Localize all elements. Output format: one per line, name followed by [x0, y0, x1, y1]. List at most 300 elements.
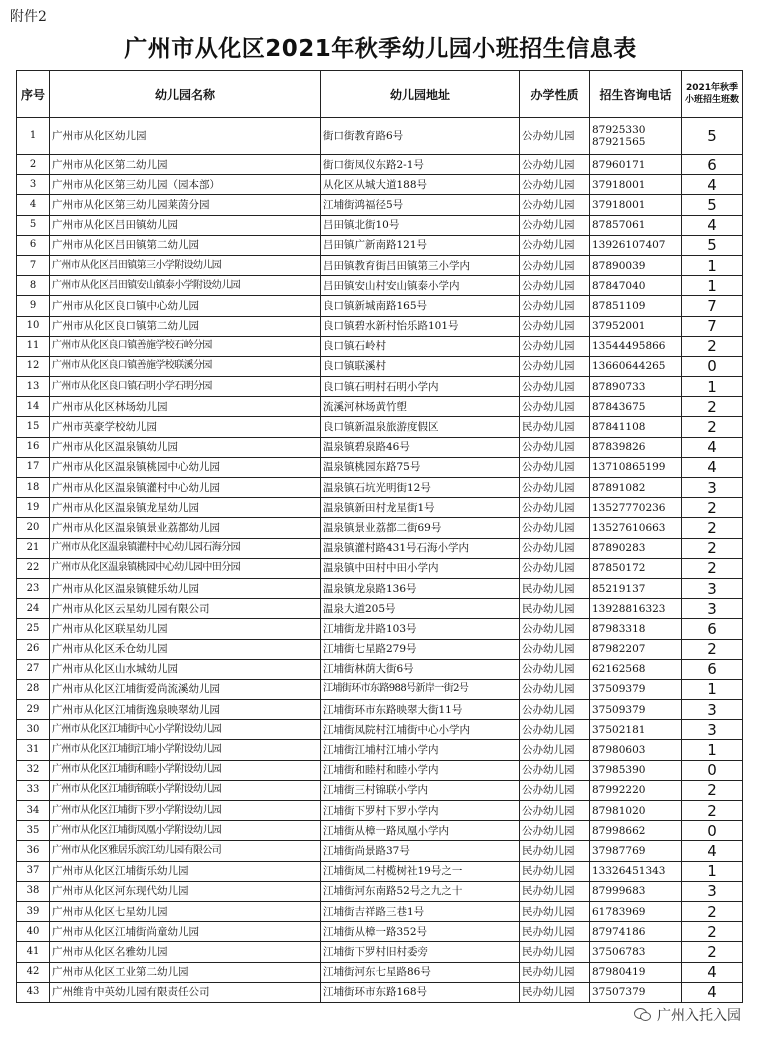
- row-type: 公办幼儿园: [520, 498, 590, 518]
- table-row: [17, 518, 743, 538]
- table-row: [17, 558, 743, 578]
- row-name: 广州市从化区山水城幼儿园: [50, 659, 321, 679]
- table-row: [17, 215, 743, 235]
- table-row: [17, 901, 743, 921]
- table-row: [17, 922, 743, 942]
- row-address: 良口镇石岭村: [321, 336, 520, 356]
- row-phone: 87857061: [590, 215, 682, 235]
- table-row: [17, 538, 743, 558]
- row-phone: 85219137: [590, 578, 682, 598]
- row-type: 民办幼儿园: [520, 982, 590, 1002]
- row-phone: 13926107407: [590, 235, 682, 255]
- row-type: 公办幼儿园: [520, 801, 590, 821]
- row-type: 公办幼儿园: [520, 437, 590, 457]
- row-count: 4: [682, 982, 743, 1002]
- table-row: [17, 942, 743, 962]
- table-row: [17, 478, 743, 498]
- row-name: 广州市从化区名雅幼儿园: [50, 942, 321, 962]
- row-phone: 37509379: [590, 679, 682, 699]
- row-phone: 87999683: [590, 881, 682, 901]
- row-seq: 30: [17, 720, 50, 740]
- row-seq: 14: [17, 397, 50, 417]
- row-seq: 10: [17, 316, 50, 336]
- row-phone: 13544495866: [590, 336, 682, 356]
- row-address: 江埔街河东七星路86号: [321, 962, 520, 982]
- table-row: [17, 457, 743, 477]
- table-header-row: [17, 71, 743, 118]
- header-name: 幼儿园名称: [50, 71, 321, 118]
- row-count: 4: [682, 175, 743, 195]
- row-address: 温泉镇灌村路431号石海小学内: [321, 538, 520, 558]
- row-name: 广州市从化区江埔街爱尚流溪幼儿园: [50, 679, 321, 699]
- row-type: 公办幼儿园: [520, 720, 590, 740]
- row-address: 江埔街环市东路映翠大街11号: [321, 700, 520, 720]
- row-count: 2: [682, 780, 743, 800]
- row-name: 广州市从化区良口镇中心幼儿园: [50, 296, 321, 316]
- row-seq: 27: [17, 659, 50, 679]
- row-phone: 62162568: [590, 659, 682, 679]
- table-row: [17, 599, 743, 619]
- row-address: 江埔街环市东路988号新岸一街2号: [321, 679, 520, 699]
- row-phone: 13326451343: [590, 861, 682, 881]
- row-count: 2: [682, 801, 743, 821]
- row-address: 江埔街龙井路103号: [321, 619, 520, 639]
- row-phone: 87960171: [590, 155, 682, 175]
- row-phone: 87992220: [590, 780, 682, 800]
- row-type: 公办幼儿园: [520, 760, 590, 780]
- header-count: 2021年秋季小班招生班数: [682, 71, 743, 118]
- row-phone: 87850172: [590, 558, 682, 578]
- row-seq: 17: [17, 457, 50, 477]
- row-count: 2: [682, 639, 743, 659]
- row-phone: 87847040: [590, 276, 682, 296]
- row-name: 广州市从化区联星幼儿园: [50, 619, 321, 639]
- row-type: 公办幼儿园: [520, 356, 590, 376]
- row-type: 公办幼儿园: [520, 195, 590, 215]
- table-row: [17, 437, 743, 457]
- row-name: 广州市从化区温泉镇景业荔都幼儿园: [50, 518, 321, 538]
- row-count: 2: [682, 417, 743, 437]
- row-count: 1: [682, 255, 743, 275]
- row-name: 广州市从化区江埔街逸泉映翠幼儿园: [50, 700, 321, 720]
- row-count: 0: [682, 760, 743, 780]
- row-phone: 87981020: [590, 801, 682, 821]
- row-count: 2: [682, 538, 743, 558]
- row-type: 民办幼儿园: [520, 922, 590, 942]
- row-count: 3: [682, 478, 743, 498]
- row-phone: 37987769: [590, 841, 682, 861]
- row-seq: 26: [17, 639, 50, 659]
- row-count: 4: [682, 457, 743, 477]
- row-type: 公办幼儿园: [520, 659, 590, 679]
- row-address: 温泉镇石坑光明街12号: [321, 478, 520, 498]
- page-title: 广州市从化区2021年秋季幼儿园小班招生信息表: [124, 36, 637, 62]
- row-type: 公办幼儿园: [520, 155, 590, 175]
- header-address: 幼儿园地址: [321, 71, 520, 118]
- row-count: 1: [682, 740, 743, 760]
- row-phone: 87839826: [590, 437, 682, 457]
- table-row: [17, 255, 743, 275]
- row-type: 公办幼儿园: [520, 679, 590, 699]
- row-count: 7: [682, 296, 743, 316]
- row-address: 温泉镇景业荔都二街69号: [321, 518, 520, 538]
- row-seq: 43: [17, 982, 50, 1002]
- table-row: [17, 659, 743, 679]
- row-seq: 29: [17, 700, 50, 720]
- row-type: 公办幼儿园: [520, 558, 590, 578]
- row-count: 5: [682, 235, 743, 255]
- row-count: 6: [682, 155, 743, 175]
- row-name: 广州市从化区温泉镇幼儿园: [50, 437, 321, 457]
- row-seq: 36: [17, 841, 50, 861]
- row-name: 广州市从化区林场幼儿园: [50, 397, 321, 417]
- row-name: 广州市从化区第三幼儿园（园本部）: [50, 175, 321, 195]
- table-row: [17, 619, 743, 639]
- row-count: 1: [682, 377, 743, 397]
- row-name: 广州市从化区禾仓幼儿园: [50, 639, 321, 659]
- row-type: 公办幼儿园: [520, 175, 590, 195]
- row-seq: 37: [17, 861, 50, 881]
- row-count: 3: [682, 881, 743, 901]
- row-seq: 18: [17, 478, 50, 498]
- row-name: 广州市从化区温泉镇桃园中心幼儿园: [50, 457, 321, 477]
- row-type: 公办幼儿园: [520, 276, 590, 296]
- row-type: 公办幼儿园: [520, 700, 590, 720]
- row-seq: 33: [17, 780, 50, 800]
- row-phone: 87998662: [590, 821, 682, 841]
- row-seq: 25: [17, 619, 50, 639]
- row-name: 广州市从化区雅居乐滨江幼儿园有限公司: [50, 841, 321, 861]
- row-address: 流溪河林场黄竹塱: [321, 397, 520, 417]
- row-phone: 87980419: [590, 962, 682, 982]
- row-name: 广州市从化区河东现代幼儿园: [50, 881, 321, 901]
- row-name: 广州市从化区温泉镇灌村中心幼儿园: [50, 478, 321, 498]
- table-row: [17, 377, 743, 397]
- row-name: 广州市英豪学校幼儿园: [50, 417, 321, 437]
- row-seq: 31: [17, 740, 50, 760]
- row-phone: 87891082: [590, 478, 682, 498]
- table-row: [17, 841, 743, 861]
- row-name: 广州市从化区七星幼儿园: [50, 901, 321, 921]
- row-address: 良口镇联溪村: [321, 356, 520, 376]
- row-name: 广州市从化区良口镇善施学校联溪分园: [50, 356, 321, 376]
- row-count: 2: [682, 498, 743, 518]
- row-phone: 37918001: [590, 195, 682, 215]
- row-seq: 11: [17, 336, 50, 356]
- row-name: 广州市从化区云星幼儿园有限公司: [50, 599, 321, 619]
- row-phone: 87983318: [590, 619, 682, 639]
- table-row: [17, 235, 743, 255]
- wechat-icon: [634, 1008, 652, 1022]
- row-address: 江埔街下罗村下罗小学内: [321, 801, 520, 821]
- row-address: 江埔街环市东路168号: [321, 982, 520, 1002]
- row-seq: 15: [17, 417, 50, 437]
- row-phone: 13660644265: [590, 356, 682, 376]
- row-count: 6: [682, 619, 743, 639]
- row-type: 公办幼儿园: [520, 780, 590, 800]
- header-phone: 招生咨询电话: [590, 71, 682, 118]
- row-name: 广州市从化区温泉镇灌村中心幼儿园石海分园: [50, 538, 321, 558]
- row-count: 2: [682, 336, 743, 356]
- row-name: 广州市从化区温泉镇桃园中心幼儿园中田分园: [50, 558, 321, 578]
- row-phone: 13710865199: [590, 457, 682, 477]
- row-name: 广州市从化区工业第二幼儿园: [50, 962, 321, 982]
- row-phone: 87851109: [590, 296, 682, 316]
- row-type: 民办幼儿园: [520, 881, 590, 901]
- row-count: 2: [682, 397, 743, 417]
- row-name: 广州市从化区良口镇善施学校石岭分园: [50, 336, 321, 356]
- row-address: 江埔街下罗村旧村委旁: [321, 942, 520, 962]
- row-type: 公办幼儿园: [520, 457, 590, 477]
- row-phone: 87841108: [590, 417, 682, 437]
- row-address: 江埔街林荫大街6号: [321, 659, 520, 679]
- row-seq: 13: [17, 377, 50, 397]
- row-seq: 4: [17, 195, 50, 215]
- header-type: 办学性质: [520, 71, 590, 118]
- row-count: 1: [682, 861, 743, 881]
- row-type: 公办幼儿园: [520, 538, 590, 558]
- row-type: 公办幼儿园: [520, 397, 590, 417]
- row-address: 街口街教育路6号: [321, 118, 520, 155]
- table-row: [17, 336, 743, 356]
- row-name: 广州市从化区良口镇第二幼儿园: [50, 316, 321, 336]
- row-address: 江埔街凤二村榄树社19号之一: [321, 861, 520, 881]
- row-phone: 37985390: [590, 760, 682, 780]
- row-name: 广州市从化区温泉镇健乐幼儿园: [50, 578, 321, 598]
- row-address: 良口镇石明村石明小学内: [321, 377, 520, 397]
- row-type: 公办幼儿园: [520, 619, 590, 639]
- table-row: [17, 881, 743, 901]
- row-phone: 87890733: [590, 377, 682, 397]
- row-seq: 12: [17, 356, 50, 376]
- row-name: 广州市从化区良口镇石明小学石明分园: [50, 377, 321, 397]
- row-phone: 87890283: [590, 538, 682, 558]
- row-count: 2: [682, 558, 743, 578]
- row-address: 吕田镇广新南路121号: [321, 235, 520, 255]
- row-count: 5: [682, 195, 743, 215]
- table-row: [17, 316, 743, 336]
- row-address: 温泉大道205号: [321, 599, 520, 619]
- row-count: 1: [682, 276, 743, 296]
- row-type: 民办幼儿园: [520, 861, 590, 881]
- table-row: [17, 356, 743, 376]
- row-type: 民办幼儿园: [520, 599, 590, 619]
- row-type: 公办幼儿园: [520, 118, 590, 155]
- row-count: 7: [682, 316, 743, 336]
- row-phone: 13527610663: [590, 518, 682, 538]
- row-phone: 37502181: [590, 720, 682, 740]
- row-seq: 2: [17, 155, 50, 175]
- table-row: [17, 155, 743, 175]
- row-address: 温泉镇碧泉路46号: [321, 437, 520, 457]
- table-row: [17, 801, 743, 821]
- row-type: 民办幼儿园: [520, 962, 590, 982]
- row-count: 4: [682, 962, 743, 982]
- row-address: 江埔街凤院村江埔街中心小学内: [321, 720, 520, 740]
- row-count: 5: [682, 118, 743, 155]
- row-count: 0: [682, 821, 743, 841]
- row-address: 江埔街鸿福径5号: [321, 195, 520, 215]
- row-phone: 87843675: [590, 397, 682, 417]
- table-row: [17, 821, 743, 841]
- table-row: [17, 720, 743, 740]
- row-phone: 87980603: [590, 740, 682, 760]
- row-name: 广州市从化区吕田镇安山镇泰小学附设幼儿园: [50, 276, 321, 296]
- table-row: [17, 679, 743, 699]
- row-phone: 37507379: [590, 982, 682, 1002]
- row-count: 2: [682, 942, 743, 962]
- table-row: [17, 417, 743, 437]
- row-phone: 37509379: [590, 700, 682, 720]
- row-address: 江埔街三村锦联小学内: [321, 780, 520, 800]
- row-seq: 7: [17, 255, 50, 275]
- table-row: [17, 760, 743, 780]
- row-address: 温泉镇桃园东路75号: [321, 457, 520, 477]
- row-name: 广州市从化区江埔街下罗小学附设幼儿园: [50, 801, 321, 821]
- row-address: 温泉镇中田村中田小学内: [321, 558, 520, 578]
- row-seq: 28: [17, 679, 50, 699]
- row-seq: 40: [17, 922, 50, 942]
- row-phone: 37506783: [590, 942, 682, 962]
- row-phone: 87890039: [590, 255, 682, 275]
- row-count: 0: [682, 356, 743, 376]
- row-type: 公办幼儿园: [520, 740, 590, 760]
- row-count: 3: [682, 578, 743, 598]
- row-count: 2: [682, 922, 743, 942]
- table-row: [17, 639, 743, 659]
- row-type: 公办幼儿园: [520, 639, 590, 659]
- row-name: 广州维肯中英幼儿园有限责任公司: [50, 982, 321, 1002]
- row-type: 公办幼儿园: [520, 255, 590, 275]
- table-row: [17, 296, 743, 316]
- row-count: 6: [682, 659, 743, 679]
- kindergarten-table: [16, 70, 743, 1003]
- row-name: 广州市从化区吕田镇幼儿园: [50, 215, 321, 235]
- row-phone: 37952001: [590, 316, 682, 336]
- row-seq: 1: [17, 118, 50, 155]
- row-name: 广州市从化区第二幼儿园: [50, 155, 321, 175]
- row-count: 4: [682, 841, 743, 861]
- row-type: 民办幼儿园: [520, 942, 590, 962]
- attachment-label: 附件2: [10, 9, 47, 25]
- footer-watermark: [634, 1005, 741, 1025]
- row-address: 吕田镇北街10号: [321, 215, 520, 235]
- row-address: 江埔街从樟一路352号: [321, 922, 520, 942]
- row-seq: 9: [17, 296, 50, 316]
- row-name: 广州市从化区江埔街乐幼儿园: [50, 861, 321, 881]
- row-type: 公办幼儿园: [520, 336, 590, 356]
- row-name: 广州市从化区江埔街江埔小学附设幼儿园: [50, 740, 321, 760]
- row-address: 温泉镇龙泉路136号: [321, 578, 520, 598]
- row-address: 温泉镇新田村龙星街1号: [321, 498, 520, 518]
- row-name: 广州市从化区温泉镇龙星幼儿园: [50, 498, 321, 518]
- row-seq: 41: [17, 942, 50, 962]
- row-type: 公办幼儿园: [520, 377, 590, 397]
- table-row: [17, 276, 743, 296]
- row-count: 1: [682, 679, 743, 699]
- table-row: [17, 498, 743, 518]
- table-row: [17, 578, 743, 598]
- row-phone: 13928816323: [590, 599, 682, 619]
- row-phone: 87925330 87921565: [590, 118, 682, 155]
- row-type: 公办幼儿园: [520, 518, 590, 538]
- row-type: 公办幼儿园: [520, 235, 590, 255]
- row-seq: 21: [17, 538, 50, 558]
- table-row: [17, 962, 743, 982]
- table-row: [17, 780, 743, 800]
- row-name: 广州市从化区吕田镇第三小学附设幼儿园: [50, 255, 321, 275]
- row-seq: 20: [17, 518, 50, 538]
- row-address: 江埔街吉祥路三巷1号: [321, 901, 520, 921]
- row-type: 民办幼儿园: [520, 841, 590, 861]
- row-address: 吕田镇教育街吕田镇第三小学内: [321, 255, 520, 275]
- row-phone: 37918001: [590, 175, 682, 195]
- row-type: 公办幼儿园: [520, 316, 590, 336]
- table-row: [17, 118, 743, 155]
- table-body: [17, 118, 743, 1003]
- row-seq: 22: [17, 558, 50, 578]
- row-name: 广州市从化区幼儿园: [50, 118, 321, 155]
- row-seq: 32: [17, 760, 50, 780]
- table-row: [17, 861, 743, 881]
- row-count: 3: [682, 599, 743, 619]
- header-seq: 序号: [17, 71, 50, 118]
- row-name: 广州市从化区江埔街中心小学附设幼儿园: [50, 720, 321, 740]
- row-address: 良口镇碧水新村怡乐路101号: [321, 316, 520, 336]
- table-row: [17, 740, 743, 760]
- row-seq: 35: [17, 821, 50, 841]
- row-seq: 42: [17, 962, 50, 982]
- row-type: 民办幼儿园: [520, 578, 590, 598]
- row-seq: 3: [17, 175, 50, 195]
- row-type: 公办幼儿园: [520, 478, 590, 498]
- row-count: 2: [682, 518, 743, 538]
- row-count: 3: [682, 720, 743, 740]
- row-address: 江埔街尚景路37号: [321, 841, 520, 861]
- row-type: 民办幼儿园: [520, 901, 590, 921]
- table-row: [17, 175, 743, 195]
- table-row: [17, 195, 743, 215]
- row-address: 吕田镇安山村安山镇泰小学内: [321, 276, 520, 296]
- row-type: 民办幼儿园: [520, 417, 590, 437]
- row-name: 广州市从化区第三幼儿园莱茵分园: [50, 195, 321, 215]
- row-seq: 19: [17, 498, 50, 518]
- row-seq: 23: [17, 578, 50, 598]
- row-seq: 5: [17, 215, 50, 235]
- row-count: 4: [682, 437, 743, 457]
- row-count: 4: [682, 215, 743, 235]
- row-seq: 8: [17, 276, 50, 296]
- row-name: 广州市从化区江埔街凤凰小学附设幼儿园: [50, 821, 321, 841]
- row-seq: 34: [17, 801, 50, 821]
- row-address: 良口镇新温泉旅游度假区: [321, 417, 520, 437]
- row-address: 江埔街七星路279号: [321, 639, 520, 659]
- row-count: 2: [682, 901, 743, 921]
- row-seq: 38: [17, 881, 50, 901]
- row-type: 公办幼儿园: [520, 215, 590, 235]
- row-phone: 87982207: [590, 639, 682, 659]
- row-address: 江埔街江埔村江埔小学内: [321, 740, 520, 760]
- row-type: 公办幼儿园: [520, 296, 590, 316]
- footer-text: 广州入托入园: [657, 1008, 741, 1024]
- row-phone: 13527770236: [590, 498, 682, 518]
- row-address: 街口街凤仪东路2-1号: [321, 155, 520, 175]
- row-name: 广州市从化区江埔街锦联小学附设幼儿园: [50, 780, 321, 800]
- table-row: [17, 982, 743, 1002]
- table-row: [17, 700, 743, 720]
- table-row: [17, 397, 743, 417]
- row-seq: 6: [17, 235, 50, 255]
